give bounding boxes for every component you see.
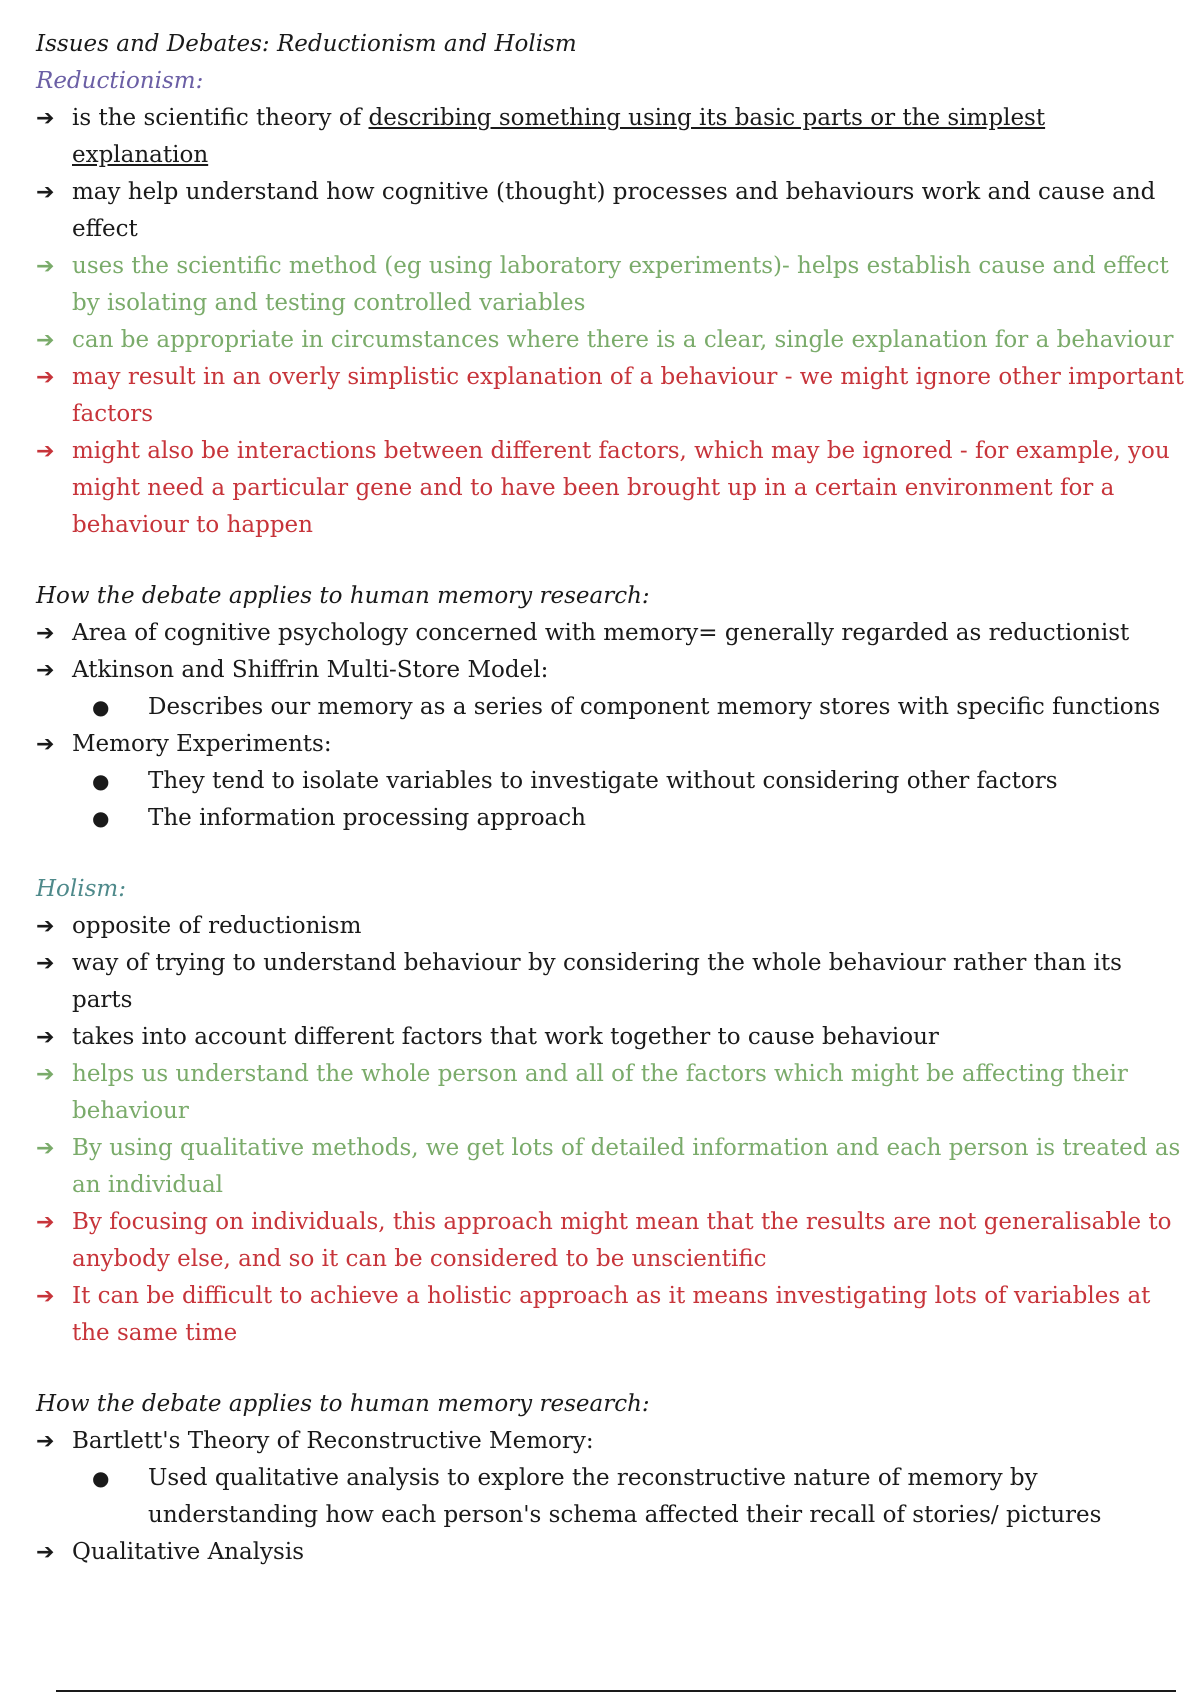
arrow-icon: ➔ xyxy=(36,439,55,464)
reductionism-heading: Reductionism: xyxy=(36,68,204,94)
bullet-text: can be appropriate in circumstances where there is a clear, single explanation for a behaviour xyxy=(72,327,1174,353)
list-item xyxy=(36,652,1186,689)
underlined-definition: describing something using its basic parts or the simplest explanation xyxy=(72,105,1046,168)
sub-list-item xyxy=(36,689,1186,726)
bullet-text: Bartlett's Theory of Reconstructive Memory: xyxy=(72,1428,594,1454)
arrow-icon: ➔ xyxy=(36,1284,55,1309)
arrow-icon: ➔ xyxy=(36,328,55,353)
list-item xyxy=(36,1278,1186,1352)
arrow-icon: ➔ xyxy=(36,1540,55,1565)
arrow-icon: ➔ xyxy=(36,1429,55,1454)
sub-list-item xyxy=(36,763,1186,800)
list-item xyxy=(36,248,1186,322)
bullet-text: opposite of reductionism xyxy=(72,913,362,939)
document-page xyxy=(36,26,1186,1571)
arrow-icon: ➔ xyxy=(36,951,55,976)
bullet-text: Area of cognitive psychology concerned with memory= generally regarded as reductionist xyxy=(72,620,1130,646)
list-item xyxy=(36,1130,1186,1204)
bullet-text: is the scientific theory of xyxy=(72,105,369,131)
arrow-icon: ➔ xyxy=(36,180,55,205)
memory-research-heading: How the debate applies to human memory research: xyxy=(36,1391,650,1417)
sub-list-item xyxy=(36,1460,1186,1534)
arrow-icon: ➔ xyxy=(36,914,55,939)
list-item xyxy=(36,908,1186,945)
arrow-icon: ➔ xyxy=(36,1025,55,1050)
arrow-icon: ➔ xyxy=(36,621,55,646)
list-item xyxy=(36,100,1186,174)
bullet-icon: ● xyxy=(92,769,110,793)
bullet-icon: ● xyxy=(92,695,110,719)
list-item xyxy=(36,1534,1186,1571)
list-item xyxy=(36,945,1186,1019)
bullet-text: Atkinson and Shiffrin Multi-Store Model: xyxy=(72,657,549,683)
bullet-text: Qualitative Analysis xyxy=(72,1539,305,1565)
list-item xyxy=(36,359,1186,433)
list-item xyxy=(36,322,1186,359)
list-item xyxy=(36,174,1186,248)
list-item xyxy=(36,1204,1186,1278)
list-item xyxy=(36,615,1186,652)
list-item xyxy=(36,1056,1186,1130)
bullet-text: It can be difficult to achieve a holistic approach as it means investigating lots of variables at the same time xyxy=(72,1283,1151,1346)
arrow-icon: ➔ xyxy=(36,254,55,279)
list-item xyxy=(36,1019,1186,1056)
bullet-text: helps us understand the whole person and all of the factors which might be affecting their behaviour xyxy=(72,1061,1128,1124)
bullet-text: may result in an overly simplistic explanation of a behaviour - we might ignore other important factors xyxy=(72,364,1184,427)
arrow-icon: ➔ xyxy=(36,365,55,390)
arrow-icon: ➔ xyxy=(36,106,55,131)
arrow-icon: ➔ xyxy=(36,1136,55,1161)
memory-research-heading: How the debate applies to human memory research: xyxy=(36,583,650,609)
bullet-text: The information processing approach xyxy=(148,805,586,831)
arrow-icon: ➔ xyxy=(36,732,55,757)
bullet-text: By focusing on individuals, this approach might mean that the results are not generalisable to anybody else, and so it can be considered to be unscientific xyxy=(72,1209,1172,1272)
page-bottom-rule xyxy=(56,1690,1176,1692)
bullet-icon: ● xyxy=(92,806,110,830)
sub-list-item xyxy=(36,800,1186,837)
arrow-icon: ➔ xyxy=(36,658,55,683)
page-title: Issues and Debates: Reductionism and Holism xyxy=(36,31,577,57)
bullet-text: Describes our memory as a series of component memory stores with specific functions xyxy=(148,694,1161,720)
holism-heading: Holism: xyxy=(36,876,126,902)
bullet-icon: ● xyxy=(92,1466,110,1490)
arrow-icon: ➔ xyxy=(36,1062,55,1087)
bullet-text: way of trying to understand behaviour by considering the whole behaviour rather than its parts xyxy=(72,950,1122,1013)
bullet-text: Used qualitative analysis to explore the reconstructive nature of memory by understanding how each person's schema affected their recall of stories/ pictures xyxy=(148,1465,1102,1528)
bullet-text: uses the scientific method (eg using laboratory experiments)- helps establish cause and effect by isolating and testing controlled variables xyxy=(72,253,1169,316)
bullet-text: They tend to isolate variables to investigate without considering other factors xyxy=(148,768,1058,794)
list-item xyxy=(36,726,1186,763)
bullet-text: may help understand how cognitive (thought) processes and behaviours work and cause and effect xyxy=(72,179,1156,242)
bullet-text: By using qualitative methods, we get lots of detailed information and each person is treated as an individual xyxy=(72,1135,1181,1198)
bullet-text: might also be interactions between different factors, which may be ignored - for example, you might need a particular gene and to have been brought up in a certain environment for a behaviour to happen xyxy=(72,438,1170,538)
arrow-icon: ➔ xyxy=(36,1210,55,1235)
list-item xyxy=(36,1423,1186,1460)
list-item xyxy=(36,433,1186,544)
bullet-text: Memory Experiments: xyxy=(72,731,332,757)
bullet-text: takes into account different factors that work together to cause behaviour xyxy=(72,1024,939,1050)
